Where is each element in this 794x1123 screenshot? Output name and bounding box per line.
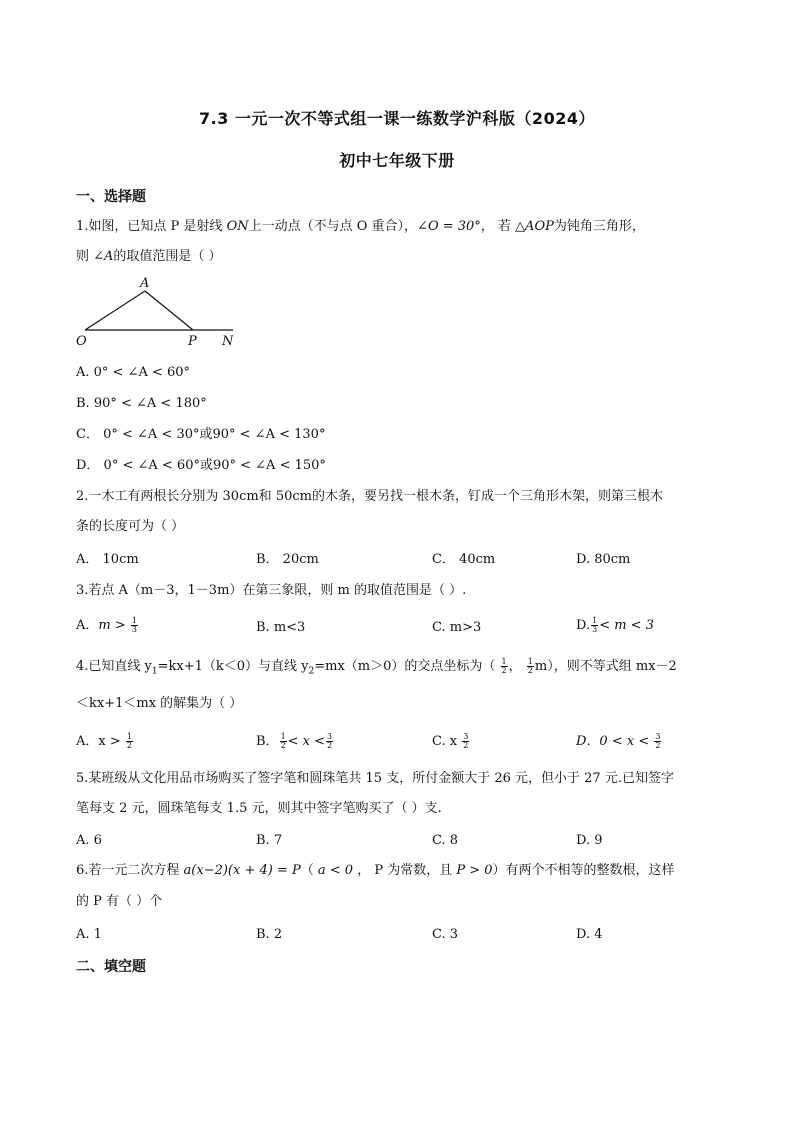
label-p: P <box>188 334 197 349</box>
q4-b-fraction-1 <box>280 733 287 750</box>
frac-den: 3 <box>131 625 137 634</box>
q6-condition-a: a < 0 <box>317 863 354 878</box>
frac-den: 2 <box>463 741 469 750</box>
question-6-line-1 <box>76 862 675 880</box>
frac-den: 2 <box>501 666 507 675</box>
q1-text-b: 上一动点（不与点 O 重合）， <box>248 219 418 234</box>
question-2-line-1: 2.一木工有两根长分别为 30cm和 50cm的木条，要另找一根木条，钉成一个三角形木架，则第三根木 <box>76 489 663 504</box>
q4-d-fraction <box>654 733 661 750</box>
question-4-line-2: ＜kx+1＜mx 的解集为（ ） <box>76 696 243 711</box>
q6-text-d: ）有两个不相等的整数根，这样 <box>492 863 675 878</box>
q4-sub-1: 1 <box>151 666 158 677</box>
label-a: A <box>140 276 150 291</box>
frac-num: 1 <box>280 732 286 741</box>
page-title: 7.3 一元一次不等式组一课一练数学沪科版（2024） <box>199 109 595 128</box>
question-1-line-2 <box>76 248 222 266</box>
triangle-figure <box>70 274 250 350</box>
q3-a-expr: m > <box>98 618 126 633</box>
q1-line2-angle: ∠A <box>93 249 114 264</box>
q1-ray: ON <box>226 219 249 234</box>
frac-den: 2 <box>327 741 333 750</box>
q5-option-b[interactable]: B. 7 <box>256 833 283 848</box>
q1-triangle: △AOP <box>515 219 554 234</box>
q4-a-prefix: A．x > <box>76 734 121 749</box>
q4-text-e: m），则不等式组 mx－2 <box>534 659 677 674</box>
q3-option-c[interactable]: C. m>3 <box>432 620 482 635</box>
q4-d-prefix: D．0 < x < <box>576 734 650 749</box>
q1-line2-b: 的取值范围是（ ） <box>113 249 222 264</box>
frac-num: 1 <box>501 657 507 666</box>
q4-option-a[interactable] <box>76 733 134 751</box>
q4-c-prefix: C. x <box>432 734 458 749</box>
section-heading-choice: 一、选择题 <box>76 189 146 205</box>
q4-option-d[interactable] <box>576 733 662 751</box>
question-2-line-2: 条的长度可为（ ） <box>76 519 185 534</box>
q1-option-d[interactable]: D． 0° < ∠A < 60°或90° < ∠A < 150° <box>76 458 326 473</box>
frac-den: 3 <box>592 625 598 634</box>
q4-text-d: ， <box>508 659 522 674</box>
q1-text-d: 为钝角三角形， <box>553 219 645 234</box>
q6-option-b[interactable]: B. 2 <box>256 927 283 942</box>
q1-option-a[interactable]: A. 0° < ∠A < 60° <box>76 365 191 380</box>
q4-text-a: 4.已知直线 y <box>76 659 152 674</box>
q5-option-d[interactable]: D. 9 <box>576 833 603 848</box>
q6-option-d[interactable]: D. 4 <box>576 927 603 942</box>
frac-den: 2 <box>126 741 132 750</box>
q1-text-a: 1.如图，已知点 P 是射线 <box>76 219 227 234</box>
q3-d-fraction <box>591 617 598 634</box>
frac-den: 2 <box>655 741 661 750</box>
question-4-line-1 <box>76 658 677 681</box>
q6-option-c[interactable]: C. 3 <box>432 927 459 942</box>
label-o: O <box>76 334 87 349</box>
q3-option-b[interactable]: B. m<3 <box>256 620 306 635</box>
question-5-line-1: 5.某班级从文化用品市场购买了签字笔和圆珠笔共 15 支，所付金额大于 26 元，但小于 27 元.已知签字 <box>76 771 674 786</box>
q5-option-c[interactable]: C. 8 <box>432 833 459 848</box>
q1-text-c: ， 若 <box>480 219 516 234</box>
frac-num: 1 <box>126 732 132 741</box>
page-subtitle: 初中七年级下册 <box>339 151 455 170</box>
q3-d-expr: < m < 3 <box>599 618 654 633</box>
q4-sub-2: 2 <box>308 666 315 677</box>
q3-a-prefix: A． <box>76 618 99 633</box>
q4-c-fraction <box>462 733 469 750</box>
question-5-line-2: 笔每支 2 元，圆珠笔每支 1.5 元，则其中签字笔购买了（ ）支. <box>76 801 442 816</box>
q4-text-b: =kx+1（k＜0）与直线 y <box>157 659 309 674</box>
q4-b-fraction-2 <box>326 733 333 750</box>
q2-option-d[interactable]: D. 80cm <box>576 552 631 567</box>
question-6-line-2: 的 P 有（ ）个 <box>76 894 163 909</box>
section-heading-fill: 二、填空题 <box>76 959 146 975</box>
q1-line2-a: 则 <box>76 249 94 264</box>
q1-option-c[interactable]: C． 0° < ∠A < 30°或90° < ∠A < 130° <box>76 427 326 442</box>
segment-oa <box>85 291 145 330</box>
frac-num: 3 <box>327 732 333 741</box>
question-1-line-1 <box>76 218 645 236</box>
q1-angle: ∠O = 30° <box>417 219 481 234</box>
q2-option-c[interactable]: C． 40cm <box>432 552 496 567</box>
q6-text-b: （ <box>300 863 318 878</box>
frac-num: 1 <box>592 616 598 625</box>
q6-text-a: 6.若一元二次方程 <box>76 863 184 878</box>
q2-option-b[interactable]: B． 20cm <box>256 552 319 567</box>
frac-num: 1 <box>131 616 137 625</box>
q6-equation: a(x−2)(x + 4) = P <box>183 863 301 878</box>
q4-option-c[interactable] <box>432 733 470 751</box>
q4-text-c: =mx（m＞0）的交点坐标为（ <box>314 659 496 674</box>
q4-a-fraction <box>126 733 133 750</box>
q4-b-prefix: B． <box>256 734 279 749</box>
frac-num: 3 <box>463 732 469 741</box>
segment-ap <box>145 291 193 330</box>
q3-option-a[interactable] <box>76 617 139 635</box>
q6-condition-p: P > 0 <box>456 863 493 878</box>
q6-text-c: ， P 为常数，且 <box>353 863 457 878</box>
q5-option-a[interactable]: A. 6 <box>76 833 102 848</box>
q6-option-a[interactable]: A. 1 <box>76 927 102 942</box>
frac-den: 2 <box>527 666 533 675</box>
q3-d-prefix: D. <box>576 618 591 633</box>
q3-a-fraction <box>131 617 138 634</box>
q1-option-b[interactable]: B. 90° < ∠A < 180° <box>76 396 207 411</box>
label-n: N <box>222 334 234 349</box>
frac-num: 3 <box>655 732 661 741</box>
q2-option-a[interactable]: A． 10cm <box>76 552 139 567</box>
frac-num: 1 <box>527 657 533 666</box>
q4-fraction-x <box>501 658 508 675</box>
q4-fraction-y <box>527 658 534 675</box>
q3-option-d[interactable] <box>576 617 654 635</box>
q4-option-b[interactable] <box>256 733 334 751</box>
frac-den: 2 <box>280 741 286 750</box>
q4-b-mid: < x < <box>287 734 326 749</box>
question-3-line-1: 3.若点 A（m－3，1－3m）在第三象限，则 m 的取值范围是（ ）. <box>76 583 467 598</box>
